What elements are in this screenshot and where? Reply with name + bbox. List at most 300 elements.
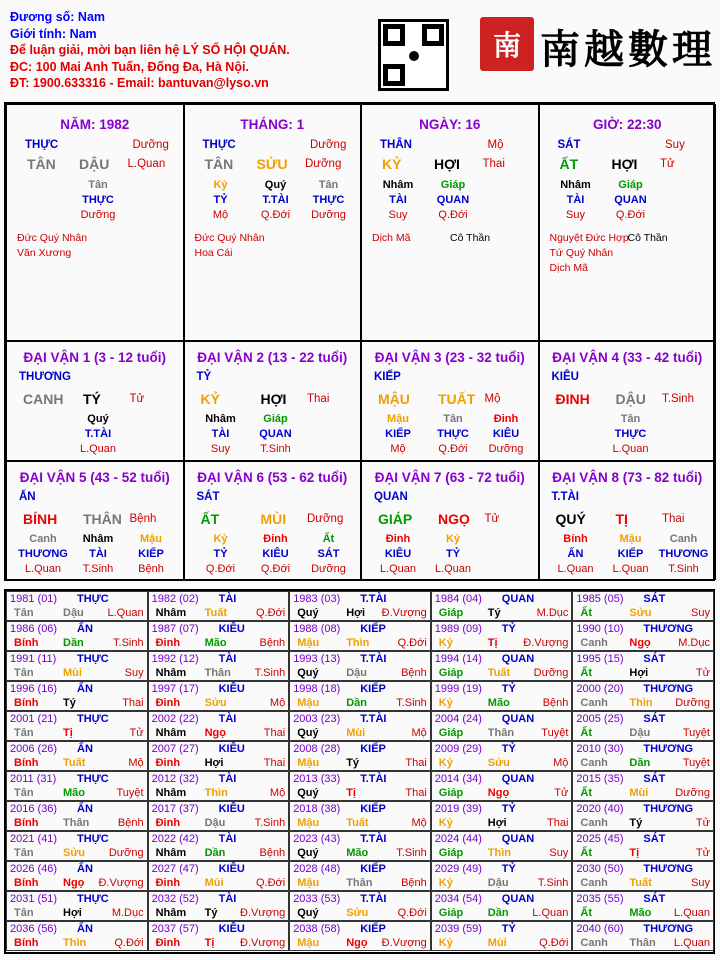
year-cell[interactable] xyxy=(431,771,573,801)
year-cell[interactable] xyxy=(289,771,431,801)
year-stem: Mậu xyxy=(297,697,320,709)
year-cell[interactable] xyxy=(431,801,573,831)
hidden-stem: L.Quan xyxy=(434,562,472,575)
year-branch: Tuất xyxy=(629,877,652,889)
year-ten-god: TÀI xyxy=(218,893,237,905)
year-branch: Tuất xyxy=(63,757,86,769)
year-phase: T.Sinh xyxy=(254,817,286,829)
brand-seal: 南 xyxy=(480,17,534,71)
hidden-stem: KIÊU xyxy=(492,428,520,440)
year-cell[interactable] xyxy=(572,921,714,951)
ten-god-stem: THÂN xyxy=(380,139,412,151)
life-phase: Dưỡng xyxy=(310,139,347,151)
hidden-stem: Suy xyxy=(211,443,230,455)
year-branch: Ngọ xyxy=(63,877,85,889)
year-phase: Suy xyxy=(691,877,710,889)
year-ten-god: KIÊU xyxy=(218,863,245,875)
year-ten-god: THƯƠNG xyxy=(643,863,694,875)
year-branch: Thìn xyxy=(346,637,370,649)
dai-van-heading: ĐẠI VẬN 4 (33 - 42 tuổi) xyxy=(552,350,703,365)
year-phase: Suy xyxy=(124,667,144,679)
hidden-stem: Quý xyxy=(264,179,287,191)
year-stem: Đinh xyxy=(155,817,181,829)
branch-phase: Mộ xyxy=(484,393,501,405)
year-label: 2011 (31) xyxy=(10,773,57,785)
dai-van-heading: ĐẠI VẬN 1 (3 - 12 tuổi) xyxy=(23,350,166,365)
year-cell[interactable] xyxy=(6,921,148,951)
year-label: 2007 (27) xyxy=(151,743,199,755)
year-ten-god: THỰC xyxy=(77,893,109,905)
spirit-star: Dịch Mã xyxy=(372,232,411,244)
year-phase: Bệnh xyxy=(401,667,427,679)
year-stem: Kỷ xyxy=(438,817,453,829)
year-label: 2003 (23) xyxy=(293,713,341,725)
year-cell[interactable] xyxy=(6,771,148,801)
year-stem: Bính xyxy=(14,697,39,709)
hidden-stem: Suy xyxy=(566,209,585,221)
year-ten-god: THƯƠNG xyxy=(643,923,694,935)
year-ten-god: THƯƠNG xyxy=(643,743,694,755)
year-branch: Mùi xyxy=(204,877,224,889)
year-cell[interactable] xyxy=(6,711,148,741)
year-branch: Mùi xyxy=(346,727,366,739)
hidden-stem: L.Quan xyxy=(557,562,594,575)
year-phase: Dưỡng xyxy=(675,787,710,799)
hidden-stem: TÀI xyxy=(211,428,230,440)
year-cell[interactable] xyxy=(148,711,290,741)
year-ten-god: TỶ xyxy=(501,923,516,935)
year-stem: Mậu xyxy=(297,757,320,769)
year-cell[interactable] xyxy=(572,651,714,681)
year-phase: Tử xyxy=(129,727,144,739)
brand-title: 南越數理 xyxy=(540,26,716,73)
year-cell[interactable] xyxy=(148,741,290,771)
year-cell[interactable] xyxy=(6,861,148,891)
hidden-stem: Tân xyxy=(318,179,339,191)
year-label: 2015 (35) xyxy=(576,773,624,785)
year-ten-god: SÁT xyxy=(643,593,666,605)
year-ten-god: SÁT xyxy=(643,773,666,785)
year-phase: Thai xyxy=(546,817,569,829)
year-branch: Ngọ xyxy=(629,637,651,649)
year-ten-god: QUAN xyxy=(501,713,535,725)
ten-god-stem: TỶ xyxy=(196,371,212,383)
year-phase: M.Dục xyxy=(536,607,569,619)
hidden-stem: KIẾP xyxy=(617,547,644,560)
year-branch: Thìn xyxy=(629,697,653,709)
year-branch: Mão xyxy=(629,907,652,919)
year-cell[interactable] xyxy=(431,711,573,741)
year-phase: Dưỡng xyxy=(533,667,569,679)
dai-van-cell xyxy=(184,341,362,461)
year-cell[interactable] xyxy=(431,921,573,951)
year-cell[interactable] xyxy=(6,741,148,771)
dai-van-heading: ĐẠI VẬN 5 (43 - 52 tuổi) xyxy=(19,469,170,485)
hidden-stem: T.Sinh xyxy=(260,443,291,455)
year-label: 1991 (11) xyxy=(10,653,57,665)
year-stem: Bính xyxy=(14,757,39,769)
hidden-stem: L.Quan xyxy=(79,443,117,455)
year-label: 2029 (49) xyxy=(434,863,482,875)
dai-van-cell xyxy=(6,341,184,461)
hidden-stem: THỰC xyxy=(312,194,345,206)
year-stem: Ất xyxy=(580,787,592,799)
year-phase: Bệnh xyxy=(117,817,144,829)
year-phase: Bệnh xyxy=(401,877,427,889)
year-ten-god: T.TÀI xyxy=(360,713,387,725)
year-cell[interactable] xyxy=(289,741,431,771)
year-phase: T.Sinh xyxy=(254,667,286,679)
branch-phase: Thai xyxy=(482,158,505,170)
earthly-branch: HỢI xyxy=(260,391,287,407)
year-label: 2026 (46) xyxy=(10,863,58,875)
year-ten-god: QUAN xyxy=(501,593,535,605)
year-cell[interactable] xyxy=(572,741,714,771)
year-cell[interactable] xyxy=(431,621,573,651)
year-cell[interactable] xyxy=(572,861,714,891)
year-branch: Tý xyxy=(63,697,76,709)
hidden-stem: QUAN xyxy=(436,194,470,206)
year-cell[interactable] xyxy=(289,861,431,891)
branch-phase: Tử xyxy=(129,393,145,405)
ten-god-stem: KIẾP xyxy=(374,371,401,383)
year-stem: Quý xyxy=(297,847,319,859)
heavenly-stem: ẤT xyxy=(559,156,579,172)
hidden-stem: T.TÀI xyxy=(84,428,112,440)
year-cell[interactable] xyxy=(148,861,290,891)
year-branch: Thân xyxy=(204,667,231,679)
year-stem: Mậu xyxy=(297,937,320,949)
year-cell[interactable] xyxy=(289,711,431,741)
year-stem: Giáp xyxy=(438,667,464,679)
hidden-stem: TỶ xyxy=(213,547,228,560)
year-phase: L.Quan xyxy=(532,907,569,919)
year-ten-god: QUAN xyxy=(501,833,535,845)
hidden-stem: THỰC xyxy=(437,428,469,440)
hidden-stem: T.Sinh xyxy=(668,562,699,575)
earthly-branch: HỢI xyxy=(611,156,638,172)
year-cell[interactable] xyxy=(148,891,290,921)
year-label: 2035 (55) xyxy=(576,893,624,905)
hidden-stem: Bính xyxy=(563,532,588,545)
year-stem: Nhâm xyxy=(155,607,187,619)
year-label: 2037 (57) xyxy=(151,923,199,935)
year-stem: Canh xyxy=(580,817,608,829)
year-cell[interactable] xyxy=(6,801,148,831)
year-cell[interactable] xyxy=(6,681,148,711)
year-stem: Giáp xyxy=(438,727,464,739)
year-branch: Sửu xyxy=(204,697,227,709)
year-phase: Mộ xyxy=(411,817,427,829)
hidden-stem: Nhâm xyxy=(82,532,114,545)
ten-god-stem: T.TÀI xyxy=(551,490,579,503)
year-label: 1990 (10) xyxy=(576,623,624,635)
year-label: 2014 (34) xyxy=(434,773,482,785)
year-branch: Tị xyxy=(63,727,73,739)
year-phase: Tử xyxy=(695,847,710,859)
year-phase: Mộ xyxy=(269,697,286,709)
qr-code-icon[interactable] xyxy=(378,19,449,91)
branch-phase: Bệnh xyxy=(129,512,157,525)
year-ten-god: ẤN xyxy=(77,623,93,635)
spirit-star: Nguyệt Đức Hợp xyxy=(549,232,629,244)
year-cell[interactable] xyxy=(289,831,431,861)
year-phase: Tuyệt xyxy=(541,727,569,739)
ten-god-stem: THỰC xyxy=(202,139,236,151)
year-branch: Dậu xyxy=(204,817,226,829)
year-ten-god: ẤN xyxy=(77,923,93,935)
pillar-cell xyxy=(6,104,184,341)
year-label: 2023 (43) xyxy=(293,833,341,845)
ten-god-stem: THỰC xyxy=(25,139,59,151)
spirit-star: Cô Thần xyxy=(627,232,668,244)
year-branch: Tị xyxy=(487,637,498,649)
year-cell[interactable] xyxy=(6,891,148,921)
year-cell[interactable] xyxy=(148,591,290,621)
spirit-star: Dịch Mã xyxy=(549,262,589,274)
year-label: 2013 (33) xyxy=(293,773,341,785)
year-label: 2021 (41) xyxy=(10,833,58,845)
hidden-stem: Q.Đới xyxy=(615,209,646,221)
year-branch: Hợi xyxy=(346,607,366,619)
hidden-stem: Ất xyxy=(322,532,335,545)
year-label: 1988 (08) xyxy=(293,623,341,635)
year-stem: Giáp xyxy=(438,787,464,799)
hidden-stem: Kỷ xyxy=(213,532,228,545)
year-ten-god: TÀI xyxy=(218,773,237,785)
year-phase: Q.Đới xyxy=(255,877,286,889)
year-stem: Tân xyxy=(14,727,34,739)
year-cell[interactable] xyxy=(6,831,148,861)
year-stem: Giáp xyxy=(438,907,464,919)
owner-line: Đương số: Nam xyxy=(10,10,106,24)
year-cell[interactable] xyxy=(431,651,573,681)
year-label: 1989 (09) xyxy=(434,623,482,635)
year-phase: M.Dục xyxy=(111,907,144,919)
year-cell[interactable] xyxy=(289,891,431,921)
hidden-stem: Dưỡng xyxy=(80,209,116,221)
year-branch: Dần xyxy=(204,847,226,859)
year-ten-god: KIÊU xyxy=(218,683,245,695)
year-phase: Q.Đới xyxy=(539,937,569,949)
year-stem: Nhâm xyxy=(155,787,187,799)
year-label: 1981 (01) xyxy=(10,593,58,605)
year-cell[interactable] xyxy=(289,651,431,681)
year-phase: Mộ xyxy=(411,727,427,739)
year-label: 2020 (40) xyxy=(576,803,624,815)
hidden-stem: Q.Đới xyxy=(260,562,291,575)
year-cell[interactable] xyxy=(572,711,714,741)
year-cell[interactable] xyxy=(431,891,573,921)
year-branch: Mùi xyxy=(487,937,507,949)
branch-phase: T.Sinh xyxy=(662,393,694,405)
year-branch: Ngọ xyxy=(487,787,510,799)
year-branch: Thìn xyxy=(487,847,512,859)
year-cell[interactable] xyxy=(6,651,148,681)
hidden-stem: Mậu xyxy=(619,532,642,545)
hidden-stem: Tân xyxy=(620,413,641,425)
branch-phase: Dưỡng xyxy=(305,158,342,170)
hidden-stem: Tân xyxy=(443,413,463,425)
year-label: 1999 (19) xyxy=(434,683,482,695)
year-ten-god: SÁT xyxy=(643,893,666,905)
earthly-branch: SỬU xyxy=(256,156,288,172)
year-label: 2010 (30) xyxy=(576,743,624,755)
year-stem: Quý xyxy=(297,607,319,619)
ten-god-stem: KIÊU xyxy=(551,371,579,383)
year-stem: Bính xyxy=(14,637,39,649)
year-branch: Mão xyxy=(487,697,510,709)
year-cell[interactable] xyxy=(289,621,431,651)
year-stem: Đinh xyxy=(155,757,181,769)
pillar-heading: GIỜ: 22:30 xyxy=(592,117,662,132)
year-cell[interactable] xyxy=(431,861,573,891)
hidden-stem: Bệnh xyxy=(138,562,164,575)
pillar-cell xyxy=(361,104,539,341)
year-phase: Đ.Vượng xyxy=(381,607,427,619)
year-cell[interactable] xyxy=(572,831,714,861)
year-label: 2033 (53) xyxy=(293,893,341,905)
hidden-stem: QUAN xyxy=(259,428,292,440)
year-branch: Tị xyxy=(204,937,215,949)
year-phase: Q.Đới xyxy=(255,607,286,619)
dai-van-heading: ĐẠI VẬN 8 (73 - 82 tuổi) xyxy=(552,469,703,485)
year-stem: Nhâm xyxy=(155,727,187,739)
year-label: 1993 (13) xyxy=(293,653,341,665)
year-phase: Đ.Vượng xyxy=(523,637,569,649)
year-stem: Kỷ xyxy=(438,637,453,649)
dai-van-heading: ĐẠI VẬN 3 (23 - 32 tuổi) xyxy=(374,350,525,365)
year-cell[interactable] xyxy=(431,741,573,771)
year-cell[interactable] xyxy=(431,681,573,711)
year-cell[interactable] xyxy=(431,591,573,621)
year-ten-god: TÀI xyxy=(218,713,237,725)
year-label: 1985 (05) xyxy=(576,593,624,605)
earthly-branch: THÂN xyxy=(83,510,122,527)
hidden-stem: Dưỡng xyxy=(311,209,346,221)
year-stem: Canh xyxy=(580,637,608,649)
year-stem: Giáp xyxy=(438,607,464,619)
year-cell[interactable] xyxy=(148,831,290,861)
dai-van-heading: ĐẠI VẬN 2 (13 - 22 tuổi) xyxy=(197,350,348,365)
year-cell[interactable] xyxy=(572,801,714,831)
hidden-stem: ẤN xyxy=(567,547,584,560)
year-branch: Thân xyxy=(346,877,373,889)
spirit-star: Đức Quý Nhân xyxy=(17,232,88,244)
spirit-star: Văn Xương xyxy=(17,247,72,259)
year-ten-god: THƯƠNG xyxy=(643,623,694,635)
year-cell[interactable] xyxy=(572,891,714,921)
year-stem: Đinh xyxy=(155,637,181,649)
year-stem: Bính xyxy=(14,877,39,889)
year-label: 2022 (42) xyxy=(151,833,199,845)
year-cell[interactable] xyxy=(148,651,290,681)
hidden-stem: Tân xyxy=(88,179,108,191)
year-ten-god: KIẾP xyxy=(360,743,386,755)
branch-phase: L.Quan xyxy=(127,158,166,170)
year-cell[interactable] xyxy=(289,591,431,621)
hidden-stem: L.Quan xyxy=(24,562,62,575)
year-stem: Tân xyxy=(14,607,34,619)
year-cell[interactable] xyxy=(148,801,290,831)
earthly-branch: DẬU xyxy=(615,391,646,407)
year-stem: Nhâm xyxy=(155,847,187,859)
year-stem: Canh xyxy=(580,937,608,949)
year-stem: Giáp xyxy=(438,847,464,859)
year-label: 2001 (21) xyxy=(10,713,58,725)
year-stem: Nhâm xyxy=(155,667,187,679)
hidden-stem: THỰC xyxy=(614,428,647,440)
year-phase: T.Sinh xyxy=(537,877,569,889)
heavenly-stem: QUÝ xyxy=(555,510,586,527)
year-cell[interactable] xyxy=(572,591,714,621)
year-cell[interactable] xyxy=(6,591,148,621)
life-phase: Mộ xyxy=(487,139,504,151)
phone-email-line: ĐT: 1900.633316 - Email: bantuvan@lyso.vn xyxy=(10,76,269,90)
annual-years-grid xyxy=(4,589,715,954)
earthly-branch: DẬU xyxy=(79,156,110,172)
year-cell[interactable] xyxy=(148,621,290,651)
year-branch: Mão xyxy=(346,847,369,859)
year-cell[interactable] xyxy=(572,621,714,651)
hidden-stem: L.Quan xyxy=(612,443,649,455)
year-cell[interactable] xyxy=(289,801,431,831)
life-phase: Dưỡng xyxy=(132,139,169,151)
hidden-stem: Q.Đới xyxy=(438,443,468,455)
hidden-stem: T.Sinh xyxy=(82,562,114,575)
address-line: ĐC: 100 Mai Anh Tuấn, Đống Đa, Hà Nội. xyxy=(10,59,249,74)
year-phase: T.Sinh xyxy=(396,697,427,709)
year-stem: Mậu xyxy=(297,817,320,829)
year-branch: Thân xyxy=(629,937,656,949)
year-cell[interactable] xyxy=(431,831,573,861)
branch-phase: Thai xyxy=(662,512,685,525)
year-label: 2028 (48) xyxy=(293,863,341,875)
year-cell[interactable] xyxy=(148,771,290,801)
year-label: 1998 (18) xyxy=(293,683,341,695)
hidden-stem: Canh xyxy=(29,532,57,545)
year-cell[interactable] xyxy=(6,621,148,651)
year-cell[interactable] xyxy=(572,771,714,801)
year-phase: Đ.Vượng xyxy=(381,937,427,949)
year-label: 2004 (24) xyxy=(434,713,482,725)
heavenly-stem: MẬU xyxy=(378,391,410,407)
year-phase: T.Sinh xyxy=(396,847,427,859)
year-cell[interactable] xyxy=(148,681,290,711)
year-ten-god: KIẾP xyxy=(360,803,386,815)
year-label: 2009 (29) xyxy=(434,743,482,755)
year-branch: Dậu xyxy=(346,667,367,679)
year-stem: Kỷ xyxy=(438,937,453,949)
year-cell[interactable] xyxy=(289,921,431,951)
year-cell[interactable] xyxy=(572,681,714,711)
year-ten-god: TỶ xyxy=(501,743,516,755)
year-branch: Dậu xyxy=(629,727,651,739)
year-stem: Ất xyxy=(580,727,592,739)
hidden-stem: Quý xyxy=(87,413,109,425)
year-ten-god: ẤN xyxy=(77,683,93,695)
hidden-stem: THƯƠNG xyxy=(18,547,68,560)
hidden-stem: Giáp xyxy=(440,179,466,191)
year-phase: Thai xyxy=(263,727,286,739)
hidden-stem: Suy xyxy=(388,209,408,221)
hidden-stem: Nhâm xyxy=(205,413,236,425)
hidden-stem: Dưỡng xyxy=(488,443,524,455)
dai-van-cell xyxy=(539,461,717,581)
year-branch: Hợi xyxy=(204,757,224,769)
year-cell[interactable] xyxy=(289,681,431,711)
year-cell[interactable] xyxy=(148,921,290,951)
